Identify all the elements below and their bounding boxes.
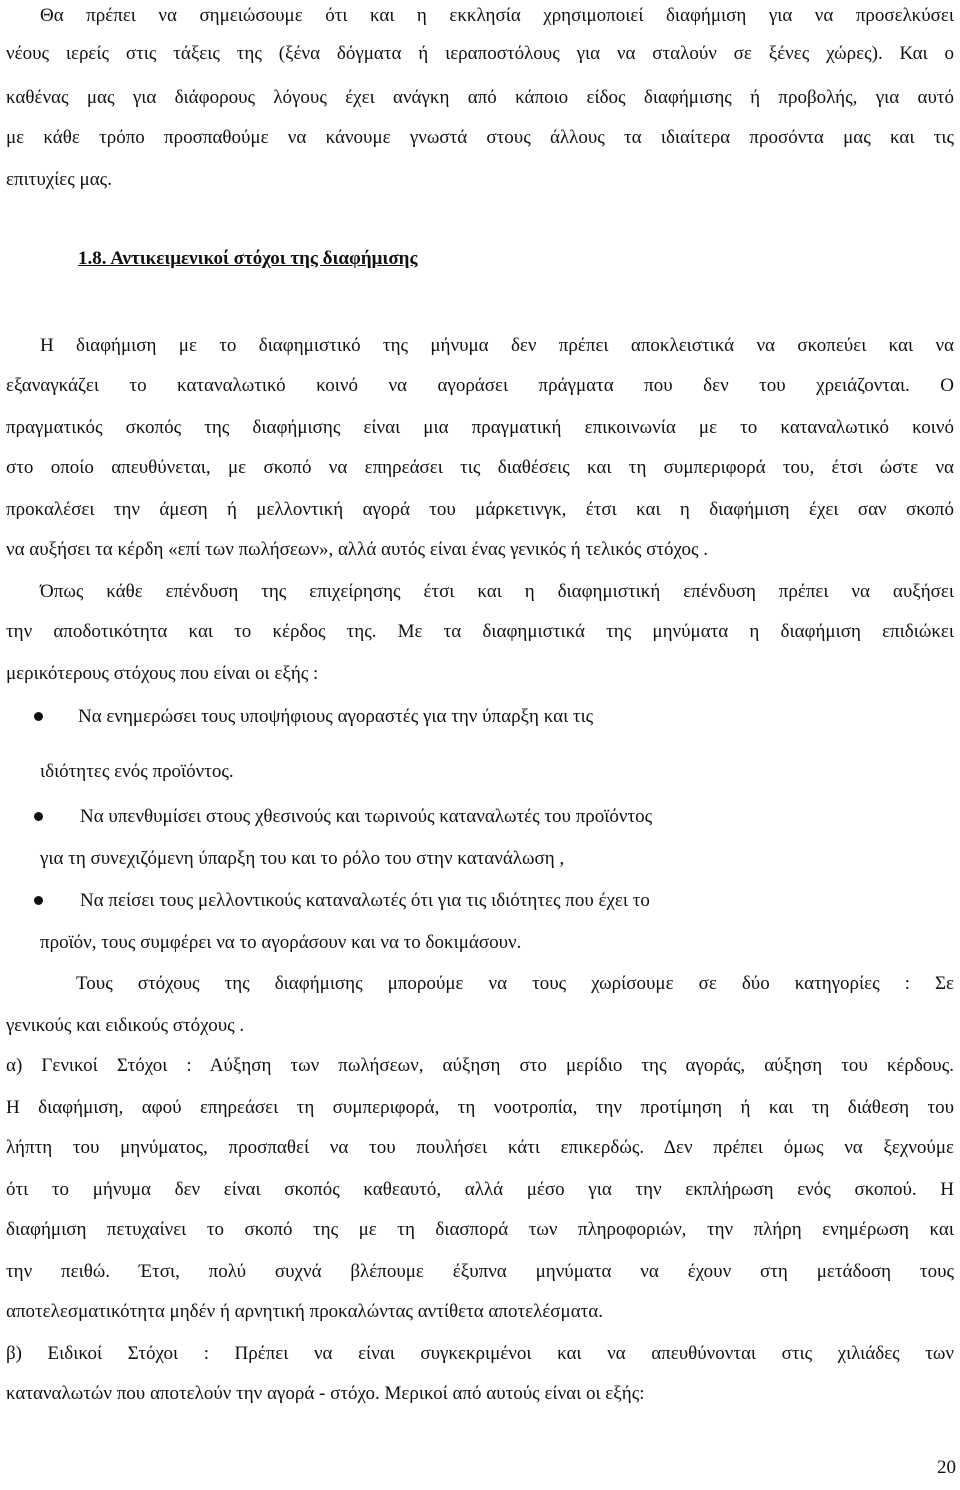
bullet-item-line: για τη συνεχιζόμενη ύπαρξη του και το ρόλο του στην κατανάλωση ,: [40, 848, 565, 869]
intro-line: Θα πρέπει να σημειώσουμε ότι και η εκκλησία χρησιμοποιεί διαφήμιση για να προσελκύσει: [40, 5, 954, 26]
paragraph-line: την πειθώ. Έτσι, πολύ συχνά βλέπουμε έξυπνα μηνύματα να έχουν στη μετάδοση τους: [6, 1261, 954, 1282]
bullet-marker: [34, 812, 43, 821]
bullet-item-line: Να πείσει τους μελλοντικούς καταναλωτές ότι για τις ιδιότητες που έχει το: [80, 890, 650, 911]
paragraph-line: εξαναγκάζει το καταναλωτικό κοινό να αγοράσει πράγματα που δεν του χρειάζονται. Ο: [6, 375, 954, 396]
paragraph-line: γενικούς και ειδικούς στόχους .: [6, 1015, 245, 1036]
paragraph-line: Τους στόχους της διαφήμισης μπορούμε να τους χωρίσουμε σε δύο κατηγορίες : Σε: [76, 973, 954, 994]
paragraph-line: α) Γενικοί Στόχοι : Αύξηση των πωλήσεων, αύξηση στο μερίδιο της αγοράς, αύξηση του κέρδους.: [6, 1055, 954, 1076]
paragraph-line: προκαλέσει την άμεση ή μελλοντική αγορά του μάρκετινγκ, έτσι και η διαφήμιση έχει σαν σκοπό: [6, 499, 954, 520]
paragraph-line: διαφήμιση πετυχαίνει το σκοπό της με τη διασπορά των πληροφοριών, την πλήρη ενημέρωση και: [6, 1219, 954, 1240]
paragraph-line: Η διαφήμιση, αφού επηρεάσει τη συμπεριφορά, τη νοοτροπία, την προτίμηση ή και τη διάθεση του: [6, 1097, 954, 1118]
paragraph-line: μερικότερους στόχους που είναι οι εξής :: [6, 663, 319, 684]
paragraph-line: β) Ειδικοί Στόχοι : Πρέπει να είναι συγκεκριμένοι και να απευθύνονται στις χιλιάδες των: [6, 1343, 954, 1364]
bullet-item-line: προϊόν, τους συμφέρει να το αγοράσουν και να το δοκιμάσουν.: [40, 932, 522, 953]
intro-line: με κάθε τρόπο προσπαθούμε να κάνουμε γνωστά στους άλλους τα ιδιαίτερα προσόντα μας και τις: [6, 127, 954, 148]
intro-line: επιτυχίες μας.: [6, 169, 112, 190]
paragraph-line: πραγματικός σκοπός της διαφήμισης είναι μια πραγματική επικοινωνία με το καταναλωτικό κοινό: [6, 417, 954, 438]
paragraph-line: Όπως κάθε επένδυση της επιχείρησης έτσι και η διαφημιστική επένδυση πρέπει να αυξήσει: [40, 581, 954, 602]
bullet-item-line: Να υπενθυμίσει στους χθεσινούς και τωρινούς καταναλωτές του προϊόντος: [80, 806, 653, 827]
intro-line: νέους ιερείς στις τάξεις της (ξένα δόγματα ή ιεραποστόλους για να σταλούν σε ξένες χώρες). Και ο: [6, 43, 954, 64]
bullet-marker: [34, 896, 43, 905]
paragraph-line: την αποδοτικότητα και το κέρδος της. Με τα διαφημιστικά της μηνύματα η διαφήμιση επιδιώκει: [6, 621, 954, 642]
page-number: 20: [937, 1457, 956, 1478]
paragraph-line: ότι το μήνυμα δεν είναι σκοπός καθεαυτό, αλλά μέσο για την εκπλήρωση ενός σκοπού. Η: [6, 1179, 954, 1200]
intro-line: καθένας μας για διάφορους λόγους έχει ανάγκη από κάποιο είδος διαφήμισης ή προβολής, για αυτό: [6, 87, 954, 108]
paragraph-line: να αυξήσει τα κέρδη «επί των πωλήσεων», αλλά αυτός είναι ένας γενικός ή τελικός στόχος .: [6, 539, 709, 560]
paragraph-line: Η διαφήμιση με το διαφημιστικό της μήνυμα δεν πρέπει αποκλειστικά να σκοπεύει και να: [40, 335, 954, 356]
paragraph-line: λήπτη του μηνύματος, προσπαθεί να του πουλήσει κάτι επικερδώς. Δεν πρέπει όμως να ξεχνούμε: [6, 1137, 954, 1158]
paragraph-line: στο οποίο απευθύνεται, με σκοπό να επηρεάσει τις διαθέσεις και τη συμπεριφορά του, έτσι ώστε να: [6, 457, 954, 478]
paragraph-line: καταναλωτών που αποτελούν την αγορά - στόχο. Μερικοί από αυτούς είναι οι εξής:: [6, 1383, 645, 1404]
bullet-item-line: Να ενημερώσει τους υποψήφιους αγοραστές για την ύπαρξη και τις: [78, 706, 594, 727]
bullet-item-line: ιδιότητες ενός προϊόντος.: [40, 761, 234, 782]
bullet-marker: [34, 712, 43, 721]
paragraph-line: αποτελεσματικότητα μηδέν ή αρνητική προκαλώντας αντίθετα αποτελέσματα.: [6, 1301, 603, 1322]
section-heading: 1.8. Αντικειμενικοί στόχοι της διαφήμισης: [78, 248, 418, 269]
